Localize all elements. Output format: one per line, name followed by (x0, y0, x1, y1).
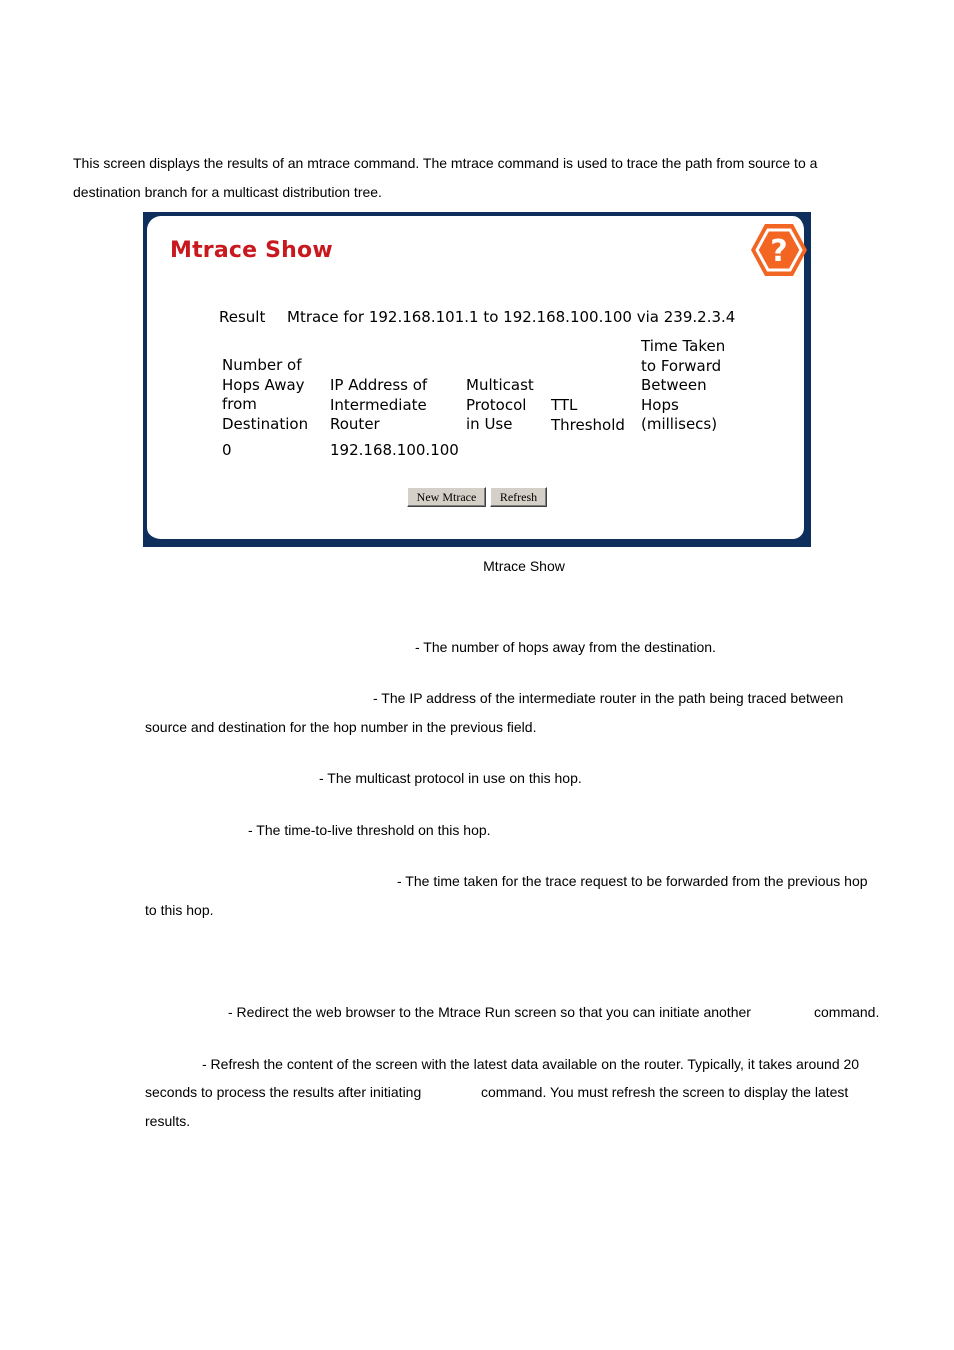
description-time-taken: - The time taken for the trace request to be forwarded from the previous hop (397, 873, 868, 889)
table-cell-ip: 192.168.100.100 (330, 441, 459, 459)
page-title: Mtrace Show (170, 238, 333, 263)
panel-body (147, 216, 807, 542)
table-cell-hops: 0 (222, 441, 232, 459)
mtrace-show-screenshot (143, 212, 811, 547)
description-refresh-button: - Refresh the content of the screen with the latest data available on the router. Typically, it takes around 20 (202, 1056, 860, 1072)
result-value: Mtrace for 192.168.101.1 to 192.168.100.100 via 239.2.3.4 (287, 308, 736, 326)
description-time-taken-cont: to this hop. (145, 902, 214, 918)
description-new-mtrace-button: - Redirect the web browser to the Mtrace Run screen so that you can initiate another (228, 1004, 751, 1020)
column-header-hops-away: Number of Hops Away from Destination (222, 356, 309, 433)
figure-caption: Mtrace Show (483, 558, 565, 574)
result-label: Result (219, 308, 266, 326)
intro-paragraph: This screen displays the results of an mtrace command. The mtrace command is used to trace the path from source to a destination branch for a multicast distribution tree. (73, 155, 818, 200)
column-header-multicast-protocol: Multicast Protocol in Use (466, 376, 534, 433)
description-ip-address-cont: source and destination for the hop number in the previous field. (145, 719, 537, 735)
svg-text:?: ? (770, 234, 788, 269)
column-header-ip-address: IP Address of Intermediate Router (330, 376, 428, 433)
description-multicast-protocol: - The multicast protocol in use on this hop. (319, 770, 582, 786)
description-new-mtrace-button-end: command. (814, 1004, 880, 1020)
description-refresh-button-line3: results. (145, 1113, 191, 1129)
description-ttl-threshold: - The time-to-live threshold on this hop. (248, 822, 491, 838)
description-ip-address: - The IP address of the intermediate router in the path being traced between (373, 690, 844, 706)
description-refresh-button-line2a: seconds to process the results after initiating (145, 1084, 422, 1100)
column-header-ttl-threshold: TTL Threshold (551, 396, 625, 434)
column-header-time-taken: Time Taken to Forward Between Hops (millisecs) (641, 337, 726, 433)
description-refresh-button-line2b: command. You must refresh the screen to display the latest (481, 1084, 849, 1100)
question-hexagon-icon[interactable] (749, 222, 809, 278)
refresh-button[interactable]: Refresh (490, 487, 547, 507)
description-hops-away: - The number of hops away from the destination. (415, 639, 716, 655)
new-mtrace-button[interactable]: New Mtrace (407, 487, 486, 507)
